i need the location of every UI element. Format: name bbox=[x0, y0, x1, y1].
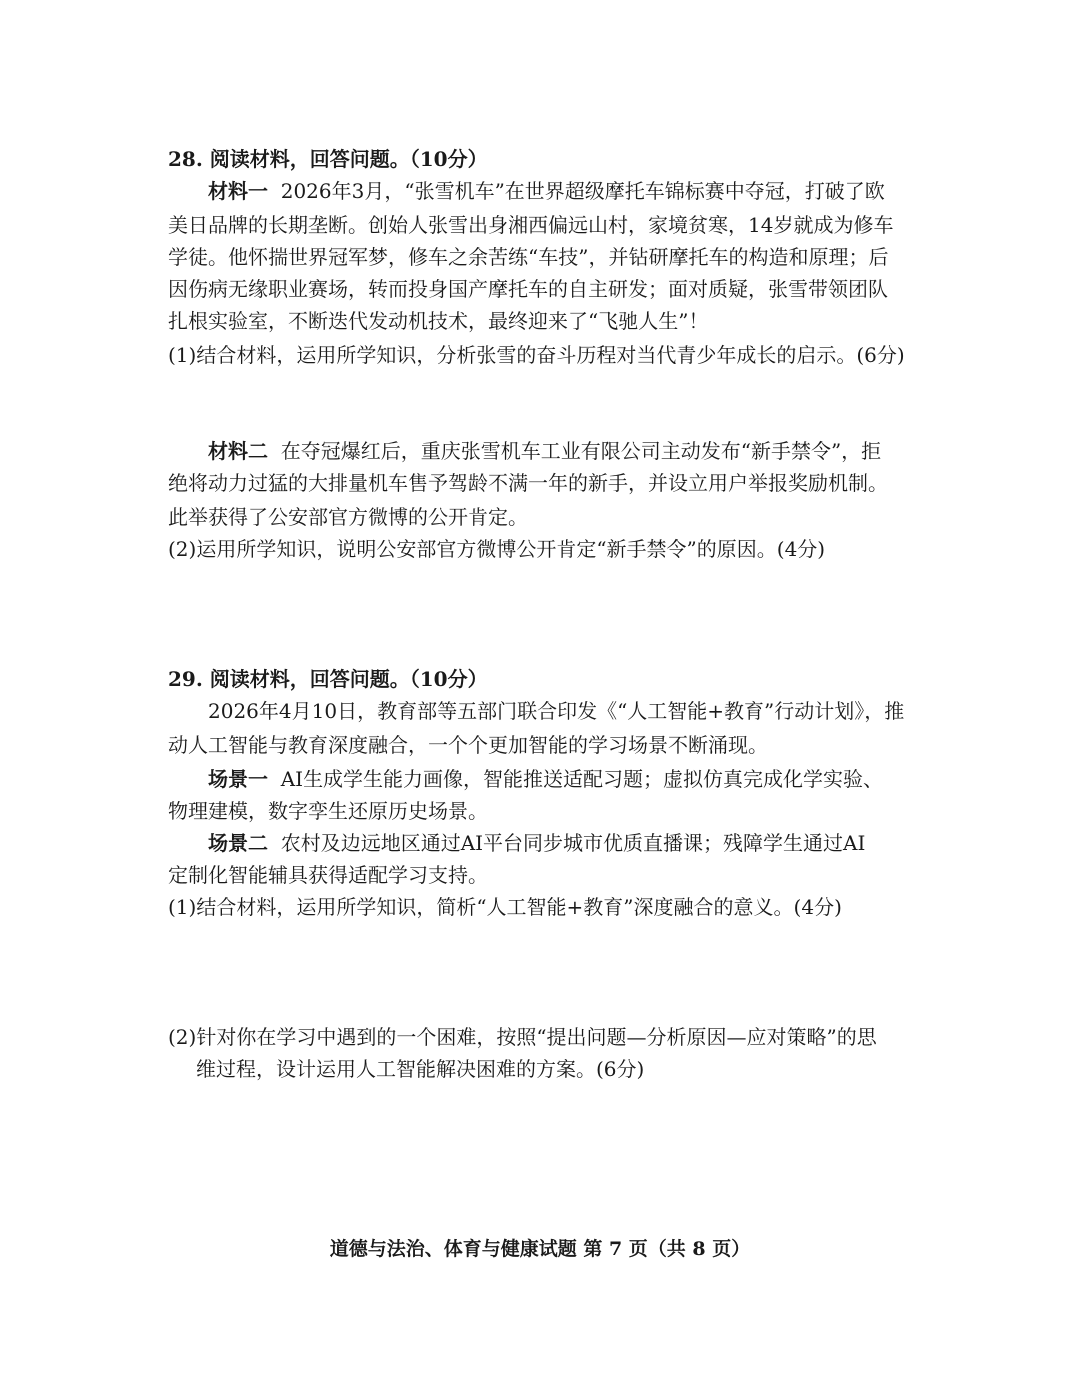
q29-scene1-line-1 bbox=[208, 764, 883, 794]
q29-subquestion-2-line-1: (2)针对你在学习中遇到的一个困难，按照“提出问题—分析原因—应对策略”的思 bbox=[168, 1025, 877, 1049]
q29-scene2-line-1 bbox=[208, 828, 865, 858]
q28-material2-label: 材料二 bbox=[208, 439, 268, 463]
q28-material1-line-1 bbox=[208, 176, 885, 206]
q28-subquestion-1: (1)结合材料，运用所学知识，分析张雪的奋斗历程对当代青少年成长的启示。(6分) bbox=[168, 343, 905, 367]
q28-subquestion-2: (2)运用所学知识，说明公安部官方微博公开肯定“新手禁令”的原因。(4分) bbox=[168, 537, 826, 561]
q28-material1-label: 材料一 bbox=[208, 179, 268, 203]
q28-material1-text-1: 2026年3月，“张雪机车”在世界超级摩托车锦标赛中夺冠，打破了欧 bbox=[280, 179, 885, 203]
q29-scene1-label: 场景一 bbox=[208, 767, 268, 791]
q28-material2-line-1 bbox=[208, 436, 881, 466]
q29-scene2-text-1: 农村及边远地区通过AI平台同步城市优质直播课；残障学生通过AI bbox=[280, 831, 866, 855]
q28-material1-line-4: 因伤病无缘职业赛场，转而投身国产摩托车的自主研发；面对质疑，张雪带领团队 bbox=[168, 277, 888, 301]
q29-intro-line-2: 动人工智能与教育深度融合，一个个更加智能的学习场景不断涌现。 bbox=[168, 733, 768, 757]
q28-material1-line-3: 学徒。他怀揣世界冠军梦，修车之余苦练“车技”，并钻研摩托车的构造和原理；后 bbox=[168, 245, 889, 269]
page-footer: 道德与法治、体育与健康试题 第 7 页（共 8 页） bbox=[329, 1238, 751, 1260]
q29-subquestion-1: (1)结合材料，运用所学知识，简析“人工智能+教育”深度融合的意义。(4分) bbox=[168, 895, 842, 919]
q28-material1-line-5: 扎根实验室，不断迭代发动机技术，最终迎来了“飞驰人生”！ bbox=[168, 309, 709, 333]
q28-material2-line-2: 绝将动力过猛的大排量机车售予驾龄不满一年的新手，并设立用户举报奖励机制。 bbox=[168, 471, 888, 495]
q28-material2-line-3: 此举获得了公安部官方微博的公开肯定。 bbox=[168, 505, 528, 529]
q28-material2-text-1: 在夺冠爆红后，重庆张雪机车工业有限公司主动发布“新手禁令”，拒 bbox=[280, 439, 882, 463]
q29-heading: 29. 阅读材料，回答问题。（10分） bbox=[168, 667, 488, 691]
q29-subquestion-2-line-2: 维过程，设计运用人工智能解决困难的方案。(6分) bbox=[196, 1057, 645, 1081]
q28-heading: 28. 阅读材料，回答问题。（10分） bbox=[168, 147, 488, 171]
q29-scene1-line-2: 物理建模，数字孪生还原历史场景。 bbox=[168, 799, 488, 823]
q29-scene2-label: 场景二 bbox=[208, 831, 268, 855]
q29-scene1-text-1: AI生成学生能力画像，智能推送适配习题；虚拟仿真完成化学实验、 bbox=[280, 767, 884, 791]
q29-intro-line-1: 2026年4月10日，教育部等五部门联合印发《“人工智能+教育”行动计划》，推 bbox=[208, 699, 905, 723]
q28-material1-line-2: 美日品牌的长期垄断。创始人张雪出身湘西偏远山村，家境贫寒，14岁就成为修车 bbox=[168, 213, 894, 237]
q29-scene2-line-2: 定制化智能辅具获得适配学习支持。 bbox=[168, 863, 488, 887]
